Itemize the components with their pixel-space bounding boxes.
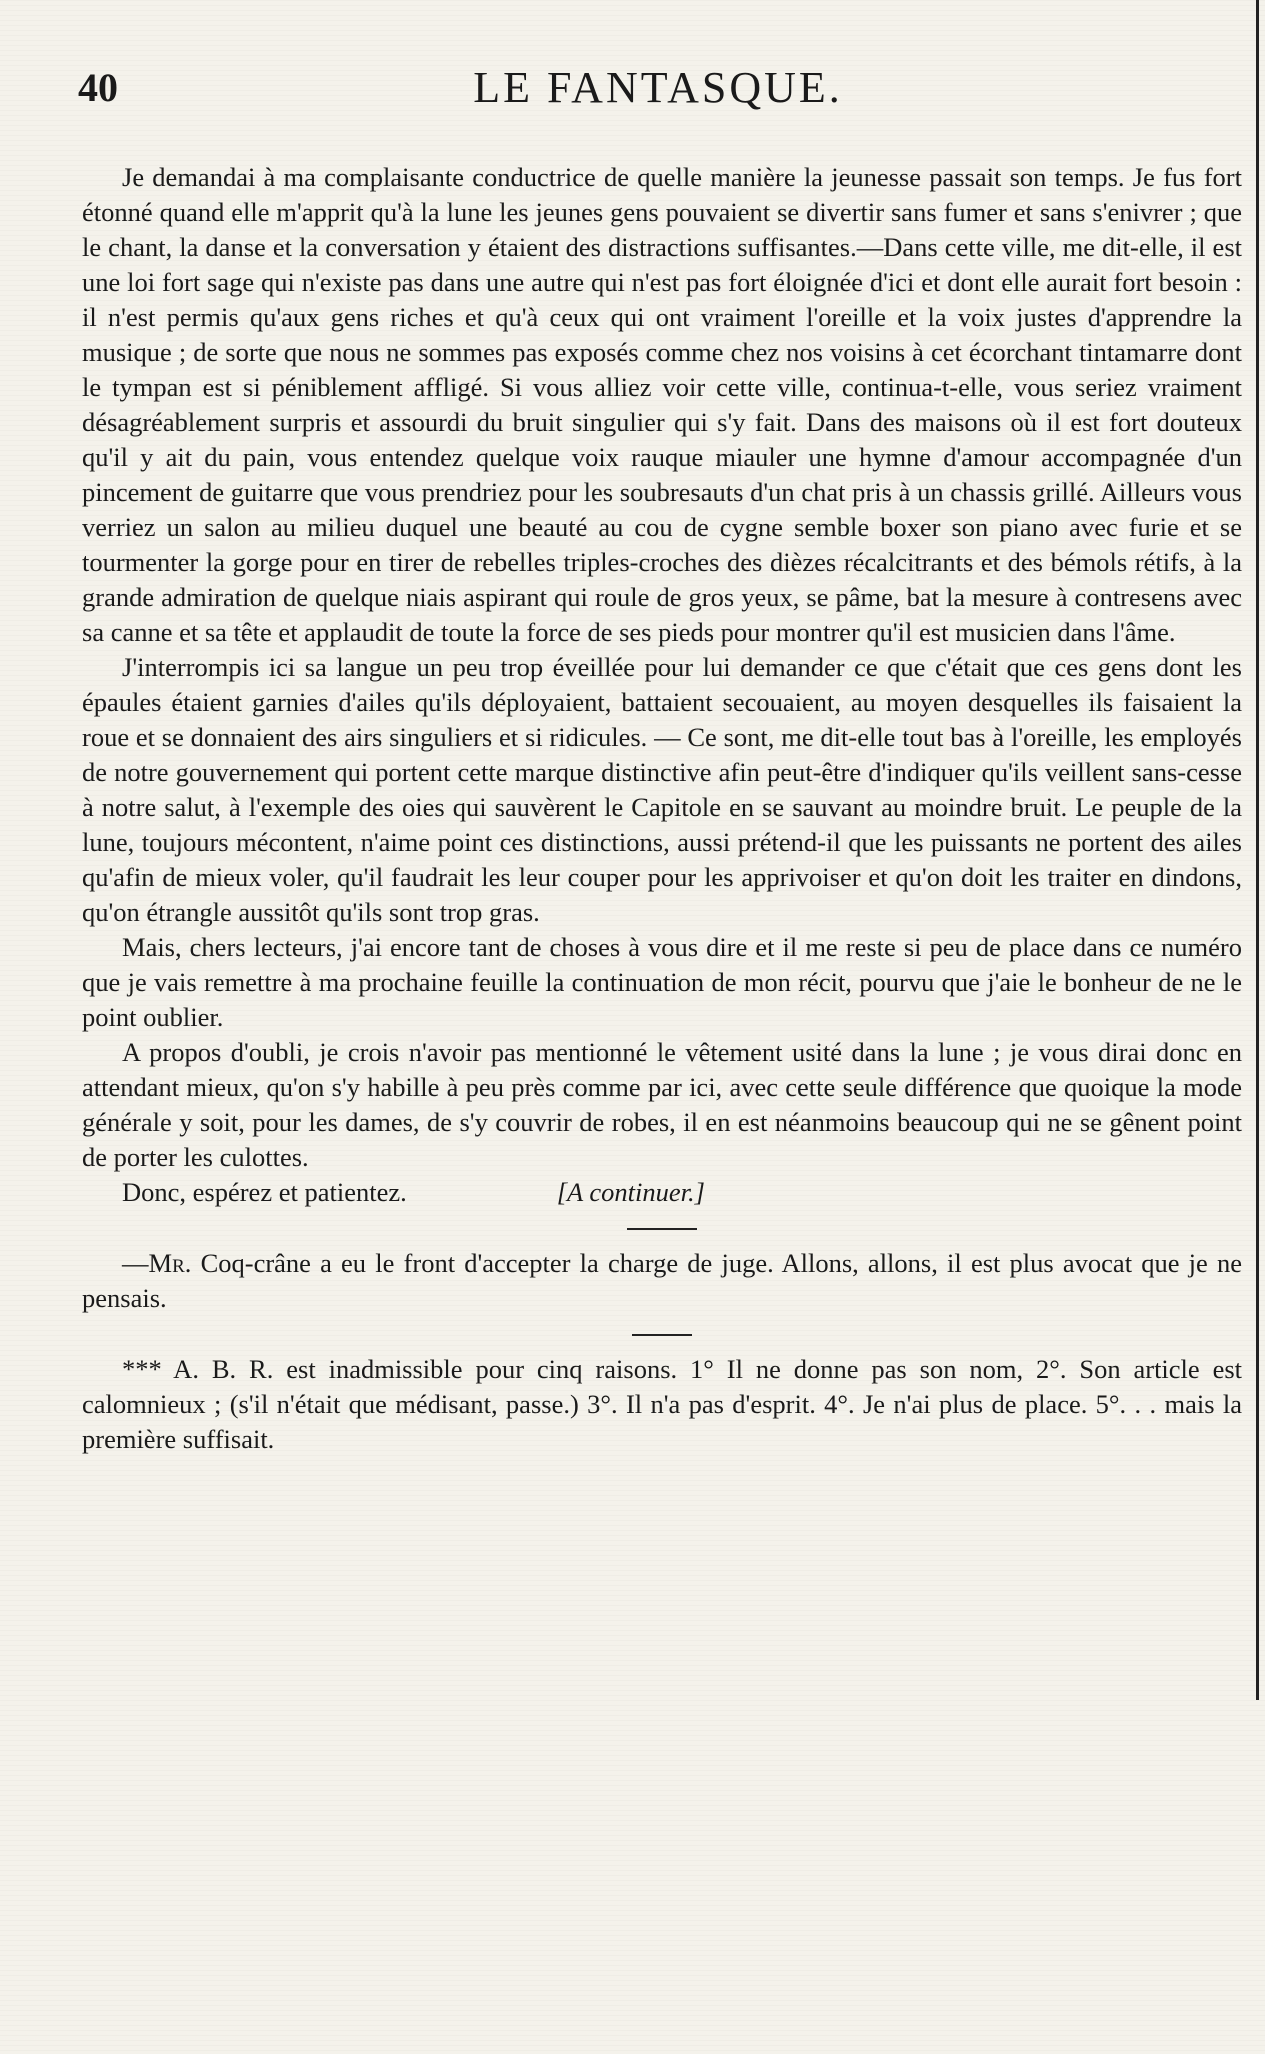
continuation-note: [A continuer.]	[556, 1177, 705, 1207]
correspondent-note	[82, 1352, 1242, 1457]
masthead-title: LE FANTASQUE.	[473, 63, 843, 112]
separator-rule-2	[632, 1334, 692, 1336]
page-edge-line	[1256, 0, 1259, 1700]
correspondent-note-text: est inadmissible pour cinq raisons. 1° Il ne donne pas son nom, 2°. Son article est calomnieux ; (s'il n'était que médisant, passe.) 3°. Il n'a pas d'esprit. 4°. Je n'ai plus de place. 5°. . . mais la première suffisait.	[82, 1354, 1243, 1454]
signoff-line	[82, 1175, 1242, 1210]
article-body	[82, 160, 1242, 1457]
page-number: 40	[78, 65, 118, 110]
judge-note	[82, 1246, 1242, 1316]
page-header	[78, 62, 1238, 122]
signoff-text: Donc, espérez et patientez.	[122, 1177, 407, 1207]
separator-rule-1	[627, 1228, 697, 1230]
correspondent-note-prefix: *** A. B. R.	[122, 1354, 274, 1384]
judge-note-prefix: —Mr.	[122, 1248, 192, 1278]
paragraph-2: J'interrompis ici sa langue un peu trop éveillée pour lui demander ce que c'était que ces gens dont les épaules étaient garnies d'ailes qu'ils déployaient, battaient secouaient, au moyen desquelles ils faisaient la roue et se donnaient des airs singuliers et si ridicules. — Ce sont, me dit-elle tout bas à l'oreille, les employés de notre gouvernement qui portent cette marque distinctive afin peut-être d'indiquer qu'ils veillent sans-cesse à notre salut, à l'exemple des oies qui sauvèrent le Capitole en se sauvant au moindre bruit. Le peuple de la lune, toujours mécontent, n'aime point ces distinctions, aussi prétend-il que les puissants ne portent des ailes qu'afin de mieux voler, qu'il faudrait les leur couper pour les apprivoiser et qu'on doit les traiter en dindons, qu'on étrangle aussitôt qu'ils sont trop gras.	[82, 652, 1242, 927]
paragraph-4: A propos d'oubli, je crois n'avoir pas mentionné le vêtement usité dans la lune ; je vous dirai donc en attendant mieux, qu'on s'y habille à peu près comme par ici, avec cette seule différence que quoique la mode générale y soit, pour les dames, de s'y couvrir de robes, il en est néanmoins beaucoup qui ne se gênent point de porter les culottes.	[82, 1037, 1242, 1172]
paragraph-1: Je demandai à ma complaisante conductrice de quelle manière la jeunesse passait son temps. Je fus fort étonné quand elle m'apprit qu'à la lune les jeunes gens pouvaient se divertir sans fumer et sans s'enivrer ; que le chant, la danse et la conversation y étaient des distractions suffisantes.—Dans cette ville, me dit-elle, il est une loi fort sage qui n'existe pas dans une autre qui n'est pas fort éloignée d'ici et dont elle aurait fort besoin : il n'est permis qu'aux gens riches et qu'à ceux qui ont vraiment l'oreille et la voix justes d'apprendre la musique ; de sorte que nous ne sommes pas exposés comme chez nos voisins à cet écorchant tintamarre dont le tympan est si péniblement affligé. Si vous alliez voir cette ville, continua-t-elle, vous seriez vraiment désagréablement surpris et assourdi du bruit singulier qui s'y fait. Dans des maisons où il est fort douteux qu'il y ait du pain, vous entendez quelque voix rauque miauler une hymne d'amour accompagnée d'un pincement de guitarre que vous prendriez pour les soubresauts d'un chat pris à un chassis grillé. Ailleurs vous verriez un salon au milieu duquel une beauté au cou de cygne semble boxer son piano avec furie et se tourmenter la gorge pour en tirer de rebelles triples-croches des dièzes récalcitrants et des bémols rétifs, à la grande admiration de quelque niais aspirant qui roule de gros yeux, se pâme, bat la mesure à contresens avec sa canne et sa tête et applaudit de toute la force de ses pieds pour montrer qu'il est musicien dans l'âme.	[82, 162, 1242, 647]
paragraph-3: Mais, chers lecteurs, j'ai encore tant de choses à vous dire et il me reste si peu de place dans ce numéro que je vais remettre à ma prochaine feuille la continuation de mon récit, pourvu que j'aie le bonheur de ne le point oublier.	[82, 932, 1242, 1032]
judge-note-text: Coq-crâne a eu le front d'accepter la charge de juge. Allons, allons, il est plus avocat que je ne pensais.	[82, 1248, 1242, 1313]
